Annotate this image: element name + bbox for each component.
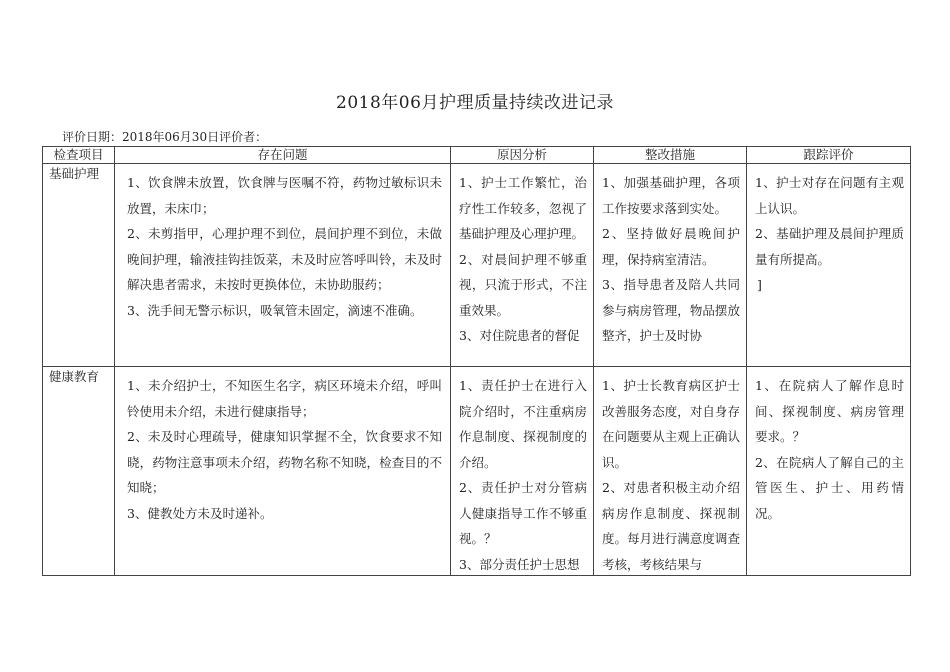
reason-item: 3、部分责任护士思想 [459,556,580,572]
reasons-cell [451,164,594,367]
problems-cell [115,164,451,367]
improvement-record-table [42,146,911,576]
header-tracking-evaluation: 跟踪评价 [747,147,911,164]
problem-item: 2、未剪指甲，心理护理不到位，晨间护理不到位，未做晚间护理，输液挂钩挂饭菜，未及时应答呼叫铃，未及时解决患者需求，未按时更换体位，未协助服药； [127,226,442,292]
tracking-item: 2、基础护理及晨间护理质量有所提高。 [755,226,904,267]
problem-item: 1、未介绍护士，不知医生名字，病区环境未介绍，呼叫铃使用未介绍，未进行健康指导； [127,378,442,419]
tracking-cell [747,164,911,367]
measures-cell [594,164,747,367]
table-row [43,164,911,367]
category-basic-nursing: 基础护理 [49,166,100,181]
evaluation-line: 评价日期：2018年06月30日评价者： [62,130,268,144]
problem-item: 1、饮食牌未放置，饮食牌与医嘱不符，药物过敏标识未放置，未床巾； [127,175,442,216]
page-title: 2018年06月护理质量持续改进记录 [336,93,614,113]
tracking-item: 1、在院病人了解作息时间、探视制度、病房管理要求。？ [755,378,904,444]
table-row [43,367,911,576]
category-cell [43,367,115,576]
measure-item: 3、指导患者及陪人共同参与病房管理，物品摆放整齐，护士及时协 [602,277,740,343]
measure-item: 1、加强基础护理，各项工作按要求落到实处。 [602,175,740,216]
problems-cell [115,367,451,576]
measure-item: 1、护士长教育病区护士改善服务态度，对自身存在问题要从主观上正确认识。 [602,378,740,470]
problem-item: 2、未及时心理疏导，健康知识掌握不全，饮食要求不知晓，药物注意事项未介绍，药物名称不知晓，检查目的不知晓； [127,429,442,495]
category-health-education: 健康教育 [49,369,100,384]
reason-item: 2、对晨间护理不够重视，只流于形式，不注重效果。 [459,251,587,318]
table-header-row [43,147,911,164]
category-cell [43,164,115,367]
header-problems: 存在问题 [115,147,451,164]
header-cause-analysis: 原因分析 [451,147,594,164]
measure-item: 2、对患者积极主动介绍病房作息制度、探视制度。每月进行满意度调查考核，考核结果与 [602,480,740,572]
reasons-cell [451,367,594,576]
header-corrective-measures: 整改措施 [594,147,747,164]
problem-item: 3、洗手间无警示标识，吸氧管未固定，滴速不准确。 [127,302,423,318]
header-check-item: 检查项目 [43,147,115,164]
measures-cell [594,367,747,576]
reason-item: 2、责任护士对分管病人健康指导工作不够重视。？ [459,480,587,546]
tracking-item: 2、在院病人了解自己的主管医生、护士、用药情况。 [755,454,904,521]
problem-item: 3、健教处方未及时递补。 [127,505,273,521]
measure-item: 2、坚持做好晨晚间护理，保持病室清洁。 [602,226,740,267]
tracking-cell [747,367,911,576]
stray-bracket-mark: ] [757,277,762,292]
reason-item: 1、责任护士在进行入院介绍时，不注重病房作息制度、探视制度的介绍。 [459,378,587,470]
reason-item: 3、对住院患者的督促 [459,328,580,343]
tracking-item: 1、护士对存在问题有主观上认识。 [755,175,904,216]
reason-item: 1、护士工作繁忙，治疗性工作较多，忽视了基础护理及心理护理。 [459,175,587,241]
